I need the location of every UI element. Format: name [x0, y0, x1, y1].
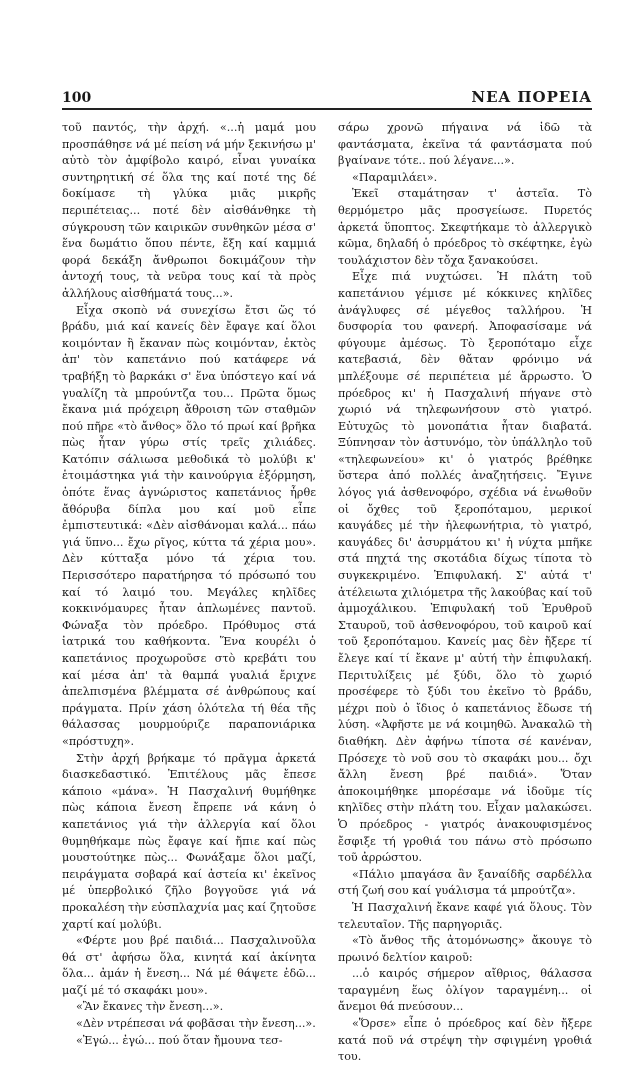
paragraph: Εἶχα σκοπὸ νά συνεχίσω ἔτσι ὥς τό βράδυ, μιά καί κανείς δὲν ἔφαγε καί ὅλοι κοιμόνταν ἢ ἔκαναν πὼς κοιμόνταν, ἐκτὸς ἀπ' τὸν καπετάνιο πού κατάφερε νά τραβήξη τὸ βαρκάκι σ' ἕνα ὑπόστεγο καί νά γυαλίζη τὰ μπρούντζα του... Πρῶτα ὅμως ἔκανα μιά πρόχειρη ἄθροιση τῶν σταθμῶν πού πῆρε «τὸ ἄνθος» ὅλο τό πρωί καί βρῆκα πὼς ἦταν γύρω στίς τρεῖς χιλιάδες. Κατόπιν σάλιωσα μεθοδικά τὸ μολύβι κ' ἑτοιμάστηκα γιά τὴν καινούργια ἐξόρμηση, ὁπότε ἕνας ἀγνώριστος καπετάνιος ἦρθε ἄθόρυβα δίπλα μου καί μοῦ εἶπε ἐμπιστευτικά: «Δὲν αἰσθάνομαι καλά... πάω γιά ὕπνο... ἔχω ρῖγος, κύττα τά χέρια μου». Δὲν κύτταξα μόνο τά χέρια του. Περισσότερο παρατήρησα τό πρόσωπό του καί τό λαιμό του. Μεγάλες κηλῖδες κοκκινόμαυρες ἦταν ἁπλωμένες παντοῦ. Φώναξα τὸν πρόεδρο. Πρόθυμος στά ἰατρικά του καθήκοντα. Ἕνα κουρέλι ὁ καπετάνιος προχωροῦσε στὸ κρεβάτι του καί μέσα ἀπ' τὰ θαμπά γυαλιά ἔριχνε ἀπελπισμένα βλέμματα σέ ἀνθρώπους καί πράγματα. Πρίν χάση ὁλότελα τή θέα τῆς θάλασσας μουρμούριζε παραπονιάρικα «πρόστυχη».	[62, 303, 316, 748]
paragraph: Εἶχε πιά νυχτώσει. Ἡ πλάτη τοῦ καπετάνιου γέμισε μέ κόκκινες κηλῖδες ἀνάγλυφες σέ μέγεθος ταλλήρου. Ἡ δυσφορία του φανερή. Ἀποφασίσαμε νά φύγουμε ἀμέσως. Τὸ ξεροπόταμο εἶχε κατεβασιά, δὲν θἄταν φρόνιμο νά μπλέξουμε σέ περιπέτεια μέ ἄρρωστο. Ὁ πρόεδρος κι' ἡ Πασχαλινή πήγανε στὸ χωριό νά τηλεφωνήσουν στὸ γιατρό. Εὐτυχῶς τὸ μονοπάτια ἦταν διαβατά. Ξύπνησαν τὸν ἀστυνόμο, τὸν ὑπάλληλο τοῦ «τηλεφωνείου» κι' ὁ γιατρός βρέθηκε ὕστερα ἀπό πολλές ἀναζητήσεις. Ἔγινε λόγος γιά ἀσθενοφόρο, σχέδια νά ἐνωθοῦν οἱ ὄχθες τοῦ ξεροπόταμου, μερικοί καυγάδες μέ τὴν ἠλεφωνήτρια, τὸ γιατρό, καυγάδες δι' ἀσυρμάτου κι' ἡ νύχτα μπῆκε στά πηχτά της σκοτάδια δίχως τίποτα τὸ συγκεκριμένο. Ἐπιφυλακή. Σ' αὐτά τ' ἀτέλειωτα χιλιόμετρα τῆς λακούβας καί τοῦ ἀμμοχάλικου. Ἐπιφυλακή τοῦ Ἐρυθροῦ Σταυροῦ, τοῦ ἀσθενοφόρου, τοῦ καιροῦ καί τοῦ ξεροπόταμου. Κανείς μας δὲν ἤξερε τί ἔλεγε καί τί ἔκανε μ' αὐτή τὴν ἐπιφυλακή. Περιτυλίξεις μέ ξύδι, ὅλο τὸ χωριό προσέφερε τὸ ξύδι του ἐκεῖνο τὸ βράδυ, μέχρι ποὺ ὁ ἴδιος ὁ καπετάνιος ἔδωσε τή λύση. «Ἀφῆστε με νά κοιμηθῶ. Ἀνακαλῶ τὴ διαθήκη. Δὲν ἀφήνω τίποτα σέ κανέναν, Πρόσεχε τὸ νοῦ σου τὸ σκαφάκι μου... ὄχι ἄλλη ἔνεση βρέ παιδιά». Ὅταν ἀποκοιμήθηκε μπορέσαμε νά ἰδοῦμε τίς κηλῖδες στὴν πλάτη του. Εἶχαν μαλακώσει. Ὁ πρόεδρος - γιατρός ἀνακουφισμένος ἔσφιξε τή γροθιά του πάνω στὸ πρόσωπο τοῦ ἀρρώστου.	[338, 270, 592, 865]
paragraph: «Πάλιο μπαγάσα ἂν ξαναίδῆς σαρδέλλα στή ζωή σου καί γυάλισμα τά μπρούτζα».	[338, 867, 592, 898]
paragraph: Ἡ Πασχαλινή ἔκανε καφέ γιά ὅλους. Τὸν τελευταῖον. Τῆς παρηγοριᾶς.	[338, 900, 592, 931]
paragraph: ...ὁ καιρός σήμερον αἴθριος, θάλασσα ταραγμένη ἕως ὀλίγον ταραγμένη... οἱ ἄνεμοι θά πνεύσουν...	[338, 967, 592, 1014]
journal-title: ΝΕΑ ΠΟΡΕΙΑ	[471, 88, 592, 106]
paragraph: «Παραμιλάει».	[352, 170, 438, 184]
paragraph: «Φέρτε μου βρέ παιδιά... Πασχαλινοῦλα θά στ' ἀφήσω ὅλα, κινητά καί ἀκίνητα ὅλα... ἀμάν ἡ ἔνεση... Νά μέ θάψετε ἐδῶ... μαζί μέ τό σκαφάκι μου».	[62, 934, 316, 997]
paragraph: Στὴν ἀρχή βρήκαμε τό πρᾶγμα ἀρκετά διασκεδαστικό. Ἐπιτέλους μᾶς ἔπεσε κάποιο «μάνα». Ἡ Πασχαλινή θυμήθηκε πὼς κάποια ἔνεση ἔπρεπε νά κάνη ὁ καπετάνιος γιά τὴν ἀλλεργία καί ὅλοι θυμηθήκαμε πὼς ἔφαγε καί ἤπιε καί πὼς μουστούτηκε πὼς... Φωνάξαμε ὅλοι μαζί, πειράγματα σοβαρά καί ἀστεία κι' ἐκεῖνος μέ ὑπερβολικό ζῆλο βογγοῦσε γιά νά προκαλέση τὴν εὐσπλαχνία μας καί ζητοῦσε χαρτί καί μολύβι.	[62, 751, 316, 931]
page-number: 100	[62, 90, 92, 106]
paragraph: «Ὅρσε» εἶπε ὁ πρόεδρος καί δὲν ἤξερε κατά ποῦ νά στρέψη τὴν σφιγμένη γροθιά του.	[338, 1017, 592, 1064]
paragraph: τοῦ παντός, τὴν ἀρχή. «...ἡ μαμά μου προσπάθησε νά μέ πείση νά μήν ξεκινήσω μ' αὐτὸ τὸν ἀμφίβολο καιρό, εἶναι γυναίκα συντηρητική σέ ὅλα της καί ποτέ της δέ δοκίμασε τὴ γλύκα μιᾶς μικρῆς περιπέτειας... ποτέ δὲν αἰσθάνθηκε τὴ σύγκρουση τῶν καιρικῶν συνθηκῶν μέσα σ' ἕνα δωμάτιο ὅπου πέντε, ἔξη καί καμμιά φορά δεκάξη ἄνθρωποι δοκιμάζουν τὴν ἀντοχή τους, τὰ νεῦρα τους καί τὰ πρὸς ἀλλήλους αἰσθήματά τους...».	[62, 121, 316, 300]
paragraph: «Δὲν ντρέπεσαι νά φοβᾶσαι τὴν ἔνεση...».	[76, 1017, 316, 1031]
right-column	[338, 120, 592, 1064]
paragraph: Ἐκεῖ σταμάτησαν τ' ἀστεῖα. Τὸ θερμόμετρο μᾶς προσγείωσε. Πυρετός ἀρκετά ὕποπτος. Σκεφτήκαμε τὸ ἀλλεργικὸ κῶμα, δηλαδή ὁ πρόεδρος τὸ σκέφτηκε, ἐγὼ τουλάχιστον δὲν τὄχα ξανακούσει.	[338, 187, 592, 267]
header-rule	[62, 108, 592, 110]
paragraph: σάρω χρονῶ πήγαινα νά ἰδῶ τὰ φαντάσματα, ἐκεῖνα τά φαντάσματα πού βγαίνανε τότε.. πού λέγανε...».	[338, 121, 592, 168]
paragraph: «Ἂν ἔκανες τὴν ἔνεση...».	[76, 1000, 224, 1014]
paragraph: «Ἐγώ... ἐγώ... πού ὅταν ἤμουνα τεσ-	[76, 1033, 283, 1047]
left-column	[62, 120, 316, 1047]
running-header	[62, 84, 592, 106]
paragraph: «Τὸ ἄνθος τῆς ἀτομόνωσης» ἄκουγε τὸ πρωινό δελτίον καιροῦ:	[338, 934, 592, 964]
